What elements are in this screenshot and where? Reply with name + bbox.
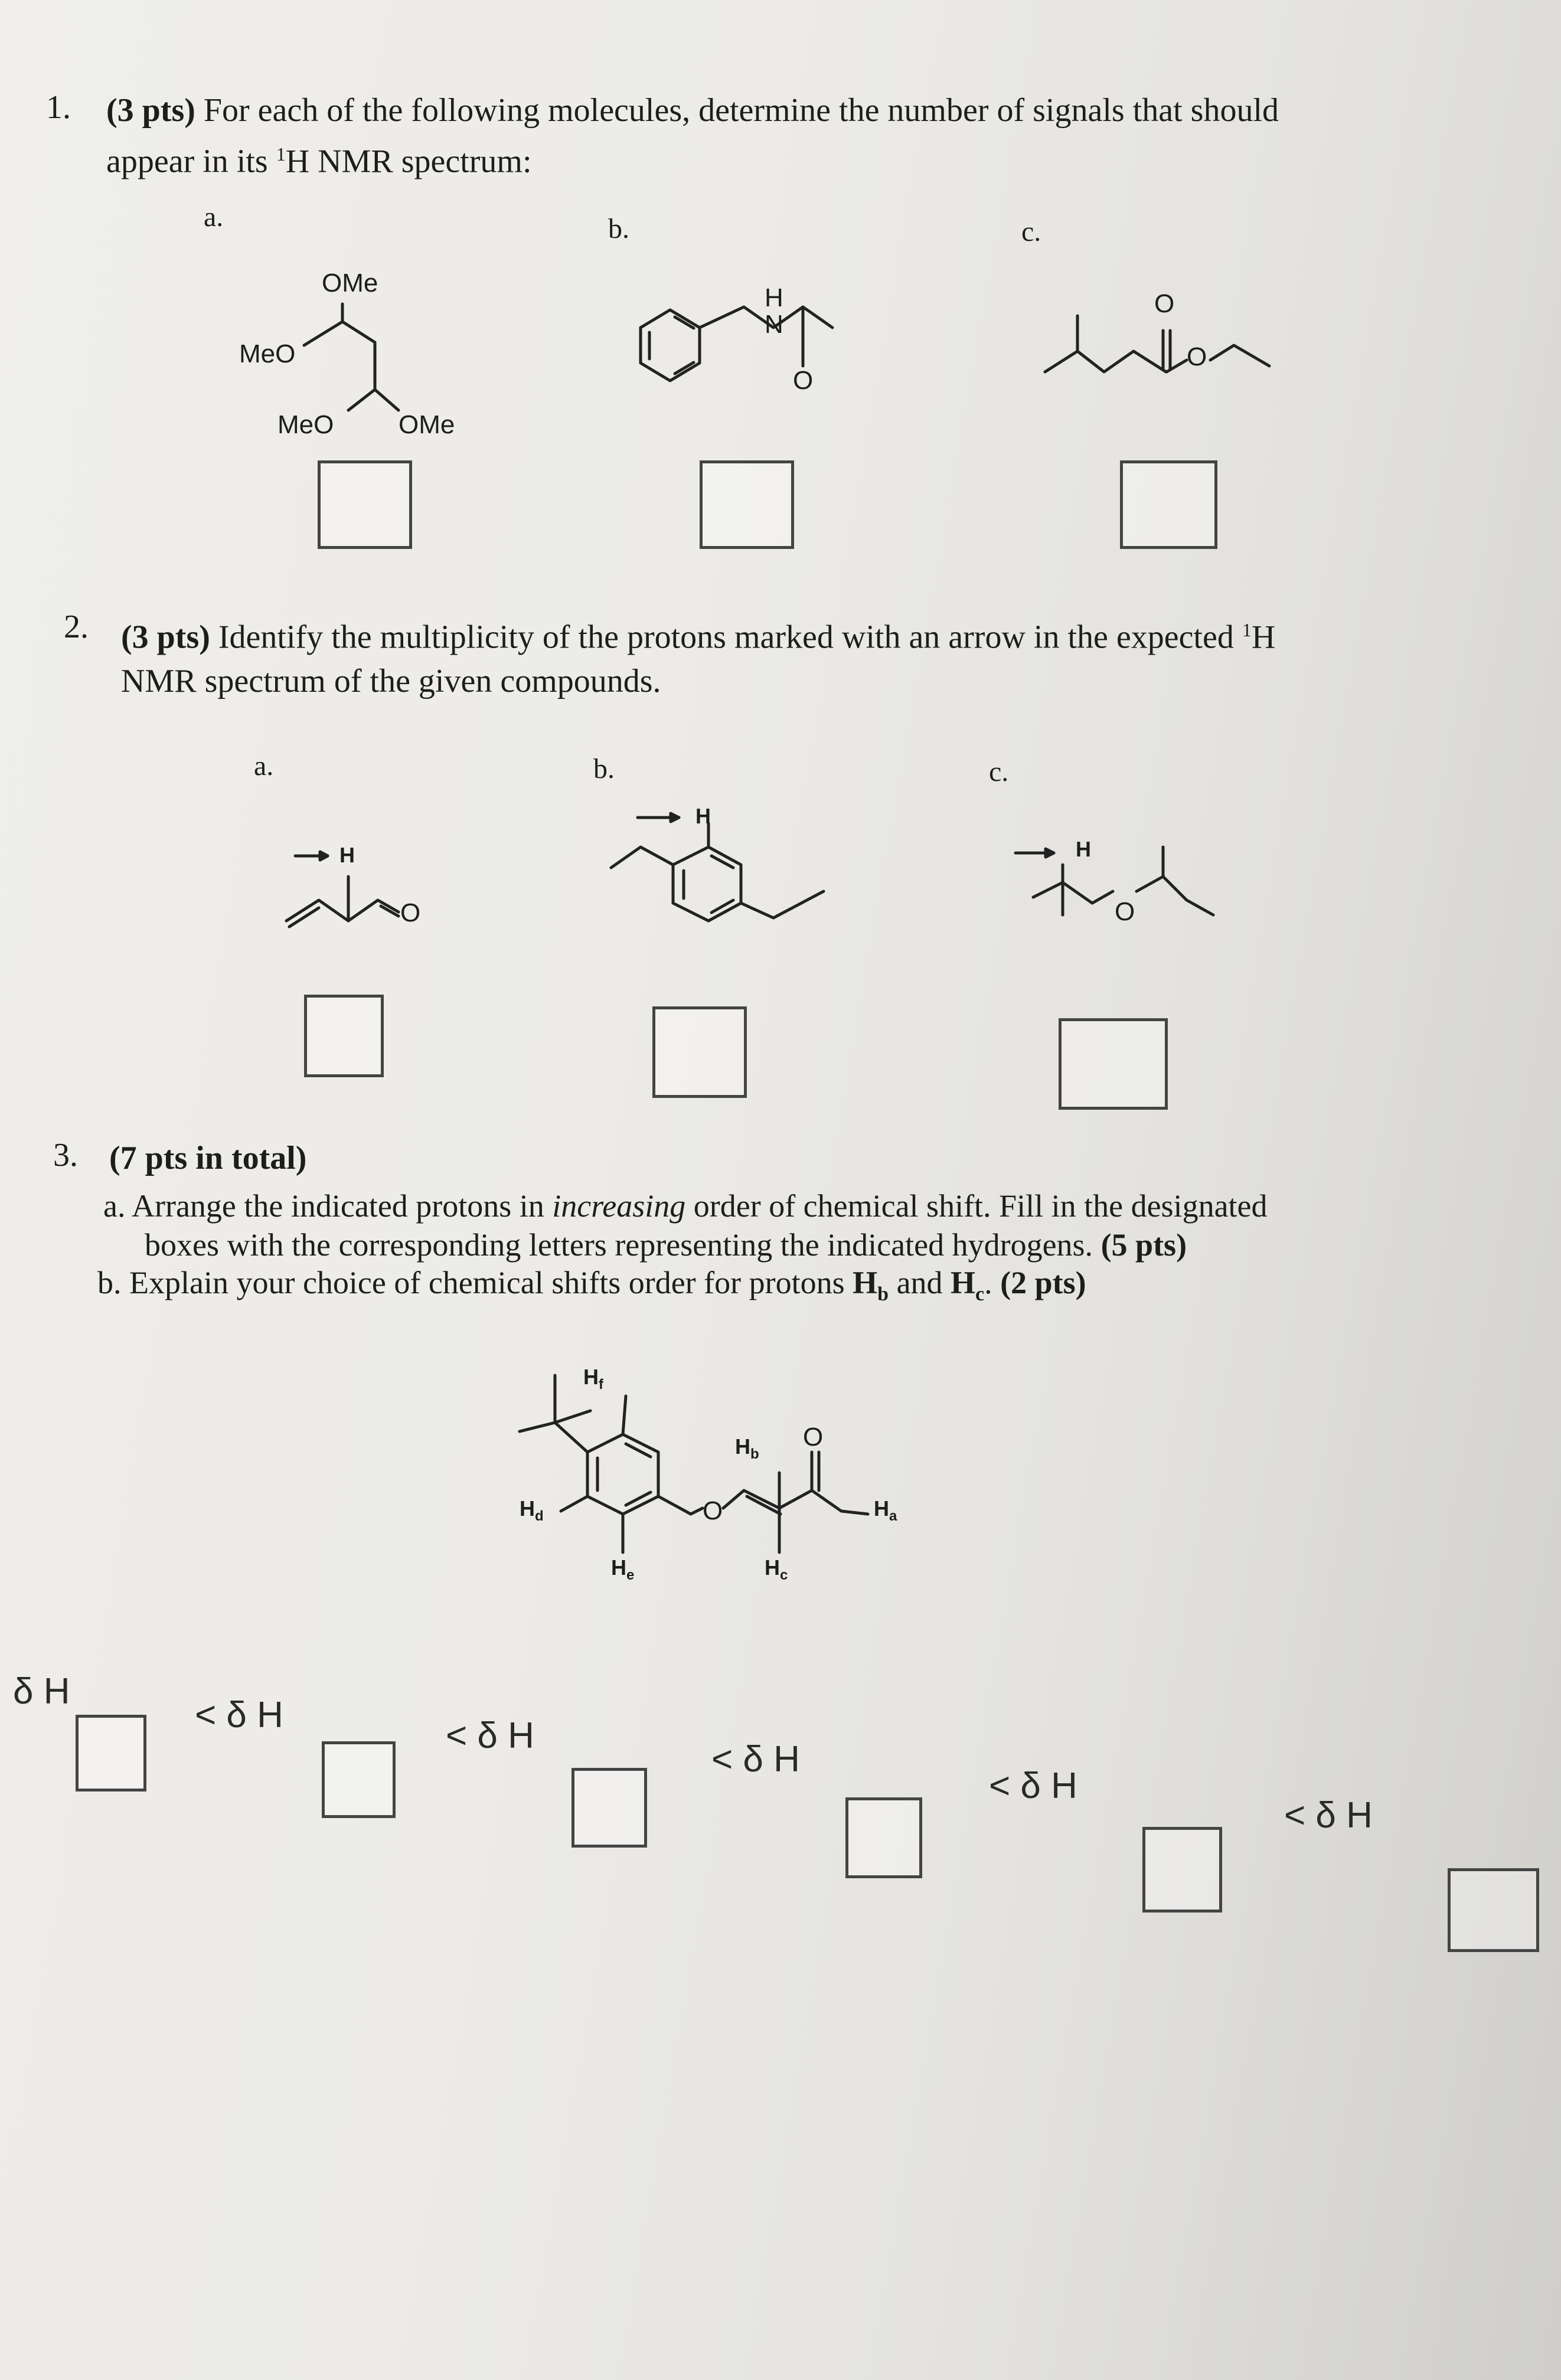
q3b-label: b.	[97, 1265, 122, 1300]
q3b-dot: .	[984, 1265, 1001, 1300]
q1-text-line1: For each of the following molecules, determine the number of signals that should	[203, 92, 1279, 129]
q1b-answer-box[interactable]	[700, 460, 794, 549]
q1c-molecule	[1039, 277, 1299, 407]
q1a-meo-bottom: MeO	[277, 410, 334, 439]
q1a-ome-top: OMe	[322, 269, 378, 298]
q2-number: 2.	[64, 609, 89, 645]
q1-label-a: a.	[204, 201, 224, 233]
q1a-molecule	[230, 260, 466, 455]
q3a-label: a.	[103, 1188, 126, 1224]
q3-hd-sub: d	[535, 1508, 544, 1525]
q1-label-b: b.	[608, 213, 629, 244]
q1-text-line2-post: H NMR spectrum:	[285, 143, 532, 180]
q3a-prompt	[103, 1186, 1532, 1264]
q3b-prompt	[97, 1263, 1526, 1314]
q3b-hb-letter: H	[853, 1265, 878, 1300]
q1b-n: N	[765, 310, 783, 339]
q1a-ome-bottom: OMe	[399, 410, 455, 439]
q2-prompt	[121, 608, 1538, 703]
q3b-hc-sub: c	[975, 1283, 985, 1305]
q2-label-a: a.	[254, 750, 274, 782]
q3a-text-pre: Arrange the indicated protons in	[132, 1188, 553, 1224]
q3-hc-sub: c	[780, 1567, 788, 1584]
q3-hb	[735, 1434, 759, 1463]
q3-o-ether: O	[703, 1496, 723, 1525]
q3b-text-pre: Explain your choice of chemical shifts order for protons	[129, 1265, 853, 1300]
q3b-points: (2 pts)	[1000, 1265, 1086, 1300]
q3-points-text: (7 pts in total)	[109, 1140, 307, 1176]
q3-bonds	[508, 1364, 992, 1611]
q3-points	[109, 1136, 306, 1180]
q3b-hc	[951, 1265, 985, 1305]
q3-he-letter: H	[611, 1555, 626, 1580]
q2b-h: H	[695, 804, 711, 828]
shift-order-box-4[interactable]	[845, 1797, 922, 1878]
q1-points: (3 pts)	[106, 92, 195, 129]
q2a-molecule	[283, 832, 478, 950]
q3b-and: and	[889, 1265, 951, 1300]
q3a-points: (5 pts)	[1100, 1227, 1187, 1263]
delta-label-1: δ H	[13, 1671, 70, 1712]
q1-label-c: c.	[1021, 216, 1041, 247]
q1b-molecule	[635, 272, 871, 419]
q3-molecule	[508, 1364, 992, 1611]
q3-hf	[583, 1365, 603, 1393]
q1b-o: O	[793, 366, 814, 395]
q1-superscript: 1	[276, 143, 286, 165]
q3b-hb-sub: b	[877, 1283, 889, 1305]
q2c-molecule	[1004, 832, 1228, 950]
q2a-bonds	[283, 832, 478, 950]
q1b-h: H	[765, 283, 783, 312]
q2c-answer-box[interactable]	[1059, 1018, 1168, 1110]
q2c-h: H	[1076, 837, 1091, 861]
q3-ha-letter: H	[874, 1496, 889, 1521]
delta-label-4: < δ H	[711, 1739, 800, 1780]
shift-order-box-6[interactable]	[1448, 1868, 1539, 1952]
q3-hd-letter: H	[520, 1496, 535, 1521]
q2-text-line2: NMR spectrum of the given compounds.	[121, 662, 661, 699]
q2a-h: H	[339, 843, 355, 867]
q1a-meo-left: MeO	[239, 339, 296, 368]
q1-number: 1.	[46, 89, 71, 126]
q2c-o: O	[1115, 897, 1135, 926]
q3b-hc-letter: H	[951, 1265, 976, 1300]
q1-text-line2-pre: appear in its	[106, 143, 276, 180]
q1a-bonds	[230, 260, 466, 455]
q2-superscript: 1	[1242, 619, 1252, 640]
q1b-bonds	[635, 272, 871, 419]
q2c-bonds	[1004, 832, 1228, 950]
q2a-answer-box[interactable]	[304, 995, 384, 1077]
q3-number: 3.	[53, 1137, 78, 1173]
q3-hc	[765, 1555, 788, 1584]
q3-ha	[874, 1496, 897, 1525]
q3-hb-letter: H	[735, 1434, 750, 1459]
q2-text-line1-pre: Identify the multiplicity of the protons marked with an arrow in the expected	[218, 619, 1242, 656]
q3-hd	[520, 1496, 544, 1525]
delta-label-3: < δ H	[446, 1715, 534, 1756]
q3a-text-italic: increasing	[552, 1188, 686, 1224]
q3-hf-letter: H	[583, 1365, 599, 1389]
q1c-answer-box[interactable]	[1120, 460, 1217, 549]
q3-hc-letter: H	[765, 1555, 780, 1580]
shift-order-box-5[interactable]	[1142, 1827, 1222, 1912]
q3b-hb	[853, 1265, 889, 1305]
q3-he	[611, 1555, 634, 1584]
q1c-o-carbonyl: O	[1154, 289, 1175, 318]
q2-points: (3 pts)	[121, 619, 210, 656]
delta-label-5: < δ H	[989, 1766, 1077, 1806]
shift-order-box-2[interactable]	[322, 1741, 396, 1818]
q1-prompt	[106, 89, 1535, 184]
q2-label-b: b.	[593, 753, 615, 784]
q2a-o: O	[400, 898, 421, 927]
q3-ha-sub: a	[889, 1508, 897, 1525]
shift-order-box-1[interactable]	[76, 1715, 146, 1791]
delta-label-6: < δ H	[1284, 1795, 1373, 1836]
q2b-bonds	[590, 797, 838, 962]
q3a-text-post: order of chemical shift. Fill in the designated	[685, 1188, 1268, 1224]
q3a-text-line2: boxes with the corresponding letters representing the indicated hydrogens.	[145, 1227, 1101, 1263]
q1a-answer-box[interactable]	[318, 460, 412, 549]
delta-label-2: < δ H	[195, 1695, 283, 1735]
q2b-molecule	[590, 797, 838, 962]
q3-o-carbonyl: O	[803, 1423, 824, 1451]
q2-text-line1-post: H	[1251, 619, 1276, 656]
q2b-answer-box[interactable]	[652, 1006, 747, 1098]
q1c-o-ester: O	[1187, 342, 1207, 371]
q3-hb-sub: b	[750, 1446, 759, 1463]
q2-label-c: c.	[989, 756, 1009, 787]
q3-he-sub: e	[626, 1567, 635, 1584]
shift-order-box-3[interactable]	[572, 1768, 647, 1848]
q3-hf-sub: f	[599, 1377, 603, 1393]
